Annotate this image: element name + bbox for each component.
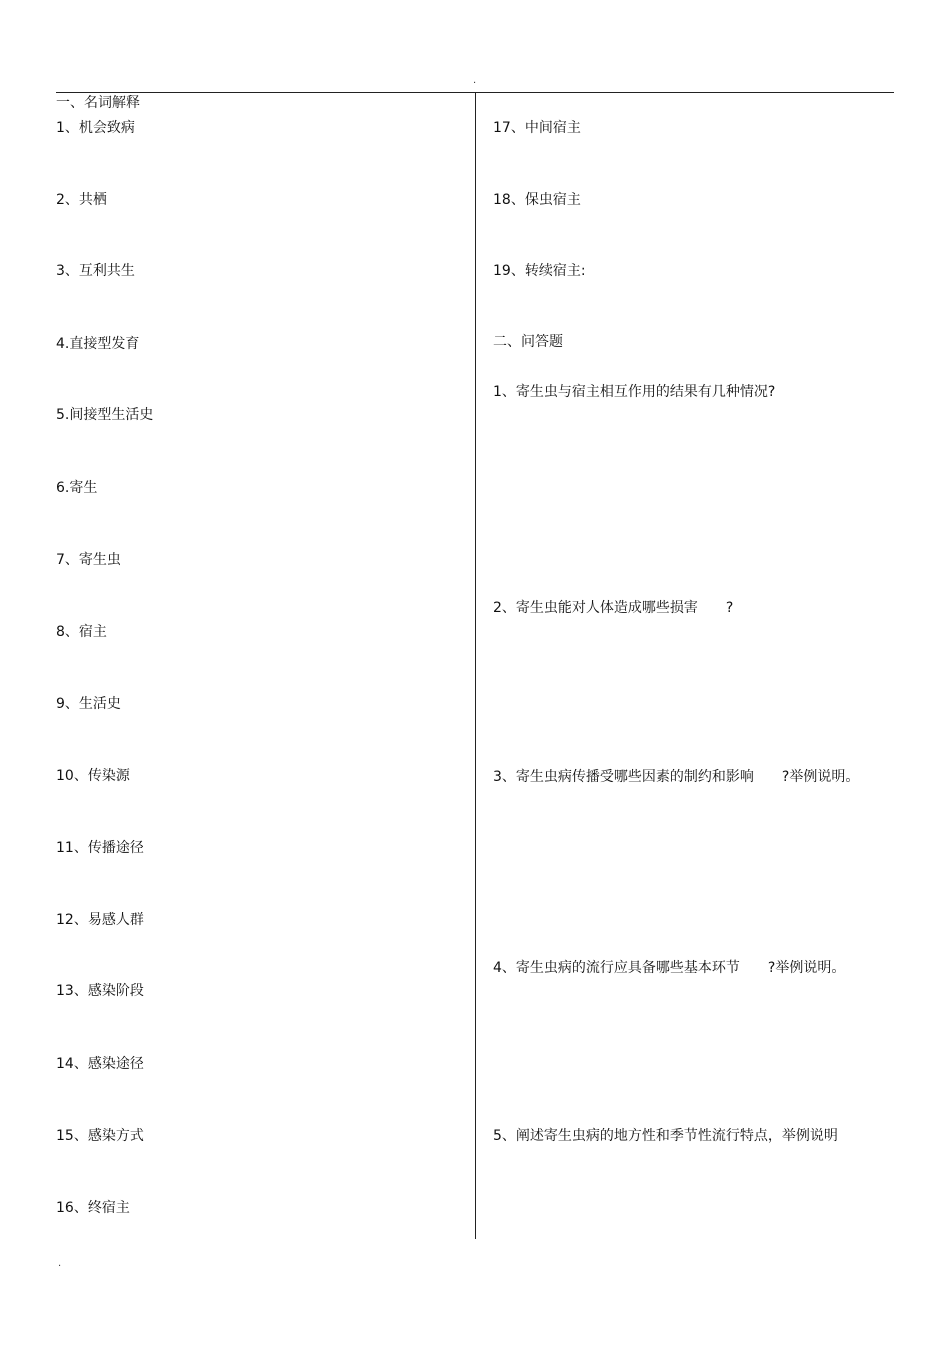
term-item: 10、传染源: [56, 768, 130, 784]
term-item: 9、生活史: [56, 696, 121, 712]
question-item: 5、阐述寄生虫病的地方性和季节性流行特点，举例说明: [493, 1128, 838, 1144]
term-item: 4.直接型发育: [56, 336, 140, 352]
term-item: 7、寄生虫: [56, 552, 121, 568]
term-item: 14、感染途径: [56, 1056, 144, 1072]
question-item: 3、寄生虫病传播受哪些因素的制约和影响 ?举例说明。: [493, 769, 860, 785]
question-item: 4、寄生虫病的流行应具备哪些基本环节 ?举例说明。: [493, 960, 846, 976]
question-item: 2、寄生虫能对人体造成哪些损害 ?: [493, 600, 734, 616]
header-dot: .: [473, 75, 477, 86]
footer-dot: .: [58, 1258, 62, 1269]
term-item: 8、宿主: [56, 624, 107, 640]
term-item: 17、中间宿主: [493, 120, 581, 136]
term-item: 1、机会致病: [56, 120, 135, 136]
section-title-definitions: 一、名词解释: [56, 95, 140, 111]
term-item: 12、易感人群: [56, 912, 144, 928]
term-item: 5.间接型生活史: [56, 407, 154, 423]
question-item: 1、寄生虫与宿主相互作用的结果有几种情况?: [493, 384, 776, 400]
term-item: 6.寄生: [56, 480, 98, 496]
term-item: 16、终宿主: [56, 1200, 130, 1216]
term-item: 13、感染阶段: [56, 983, 144, 999]
column-divider: [475, 92, 476, 1239]
term-item: 15、感染方式: [56, 1128, 144, 1144]
term-item: 19、转续宿主:: [493, 263, 586, 279]
term-item: 11、传播途径: [56, 840, 144, 856]
term-item: 3、互利共生: [56, 263, 135, 279]
term-item: 18、保虫宿主: [493, 192, 581, 208]
term-item: 2、共栖: [56, 192, 107, 208]
section-title-questions: 二、问答题: [493, 334, 563, 350]
